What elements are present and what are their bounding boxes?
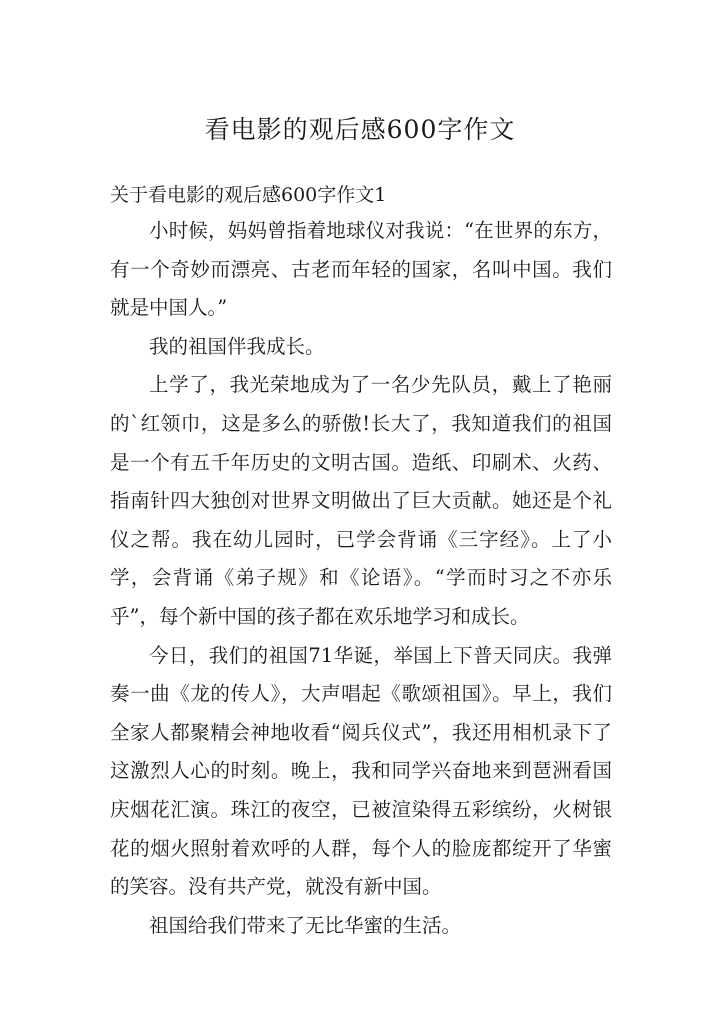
document-body (110, 212, 612, 945)
paragraph: 祖国给我们带来了无比华蜜的生活。 (149, 913, 462, 937)
paragraph: 我的祖国伴我成长。 (149, 334, 325, 358)
document-title: 看电影的观后感600字作文 (204, 115, 516, 144)
section-heading: 关于看电影的观后感600字作文1 (110, 184, 387, 206)
paragraph: 今日，我们的祖国71华诞，举国上下普天同庆。我弹奏一曲《龙的传人》，大声唱起《歌颂祖国》。早上，我们全家人都聚精会神地收看“阅兵仪式”，我还用相机录下了这激烈人心的时刻。晚上，我和同学兴奋地来到琶洲看国庆烟花汇演。珠江的夜空，已被渲染得五彩缤纷，火树银花的烟火照射着欢呼的人群，每个人的脸庞都绽开了华蜜的笑容。没有共产党，就没有新中国。 (110, 643, 612, 899)
paragraph: 小时候，妈妈曾指着地球仪对我说：“在世界的东方，有一个奇妙而漂亮、古老而年轻的国家，名叫中国。我们就是中国人。” (110, 219, 612, 320)
paragraph: 上学了，我光荣地成为了一名少先队员，戴上了艳丽的`红领巾，这是多么的骄傲!长大了，我知道我们的祖国是一个有五千年历史的文明古国。造纸、印刷术、火药、指南针四大独创对世界文明做出了巨大贡献。她还是个礼仪之帮。我在幼儿园时，已学会背诵《三字经》。上了小学，会背诵《弟子规》和《论语》。“学而时习之不亦乐乎”，每个新中国的孩子都在欢乐地学习和成长。 (110, 373, 612, 628)
